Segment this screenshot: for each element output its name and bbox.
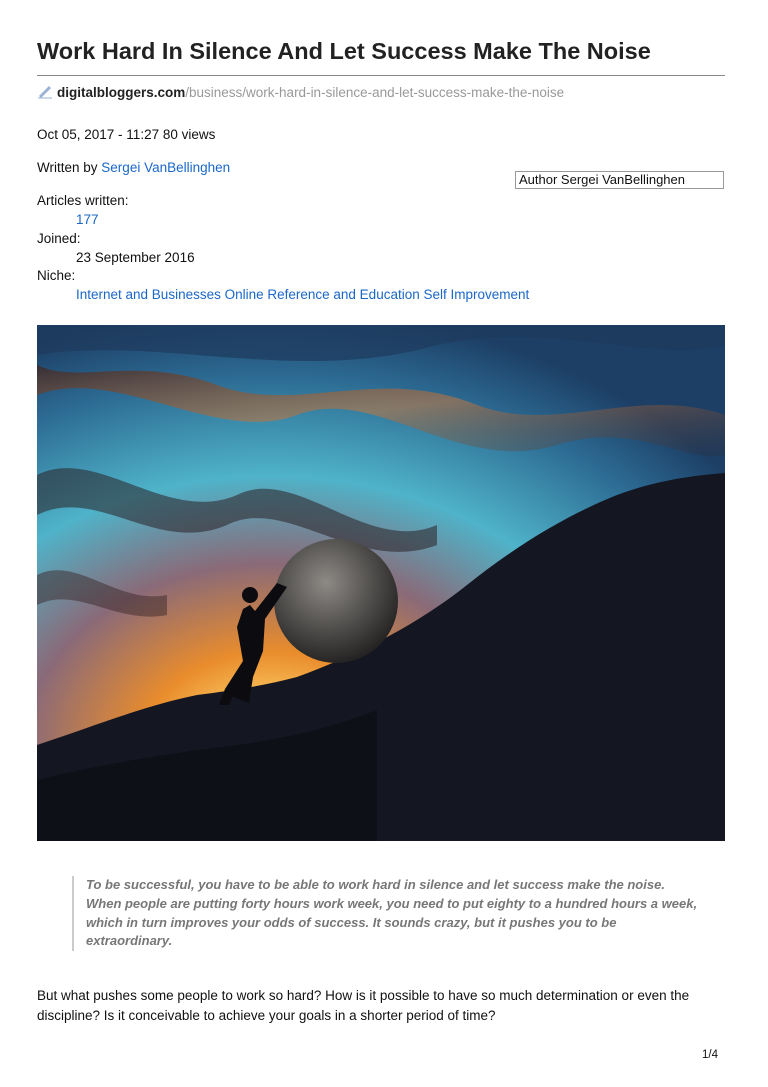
niche-label: Niche: [37,268,76,283]
pull-quote: To be successful, you have to be able to work hard in silence and let success make the noise. When people are putting forty hours work week, you need to put eighty to a hundred hours a week, which in turn improves your odds of success. It sounds crazy, but it pushes you to be extraordinary. [72,876,701,951]
source-host[interactable]: digitalbloggers.com [57,85,186,100]
niche-link[interactable]: Internet and Businesses Online Reference and Education Self Improvement [76,287,530,302]
articles-written-label: Articles written: [37,193,129,208]
article-title: Work Hard In Silence And Let Success Make The Noise [37,38,651,64]
pencil-icon [37,85,53,102]
articles-written-link[interactable]: 177 [76,212,99,227]
post-meta: Oct 05, 2017 - 11:27 80 views [37,127,216,142]
author-image-placeholder: Author Sergei VanBellinghen [515,171,724,189]
hero-image [37,325,725,841]
body-paragraph: But what pushes some people to work so hard? How is it possible to have so much determination or even the discipline? Is it conceivable to achieve your goals in a shorter period of time? [37,988,690,1023]
joined-value: 23 September 2016 [76,250,195,265]
written-by-line [37,160,230,175]
title-divider [37,75,725,76]
joined-label: Joined: [37,231,81,246]
author-link[interactable]: Sergei VanBellinghen [101,160,231,175]
source-path[interactable]: /business/work-hard-in-silence-and-let-success-make-the-noise [185,85,565,100]
source-url-row[interactable] [37,85,564,102]
written-by-label: Written by [37,160,98,175]
page-number: 1/4 [702,1049,718,1061]
